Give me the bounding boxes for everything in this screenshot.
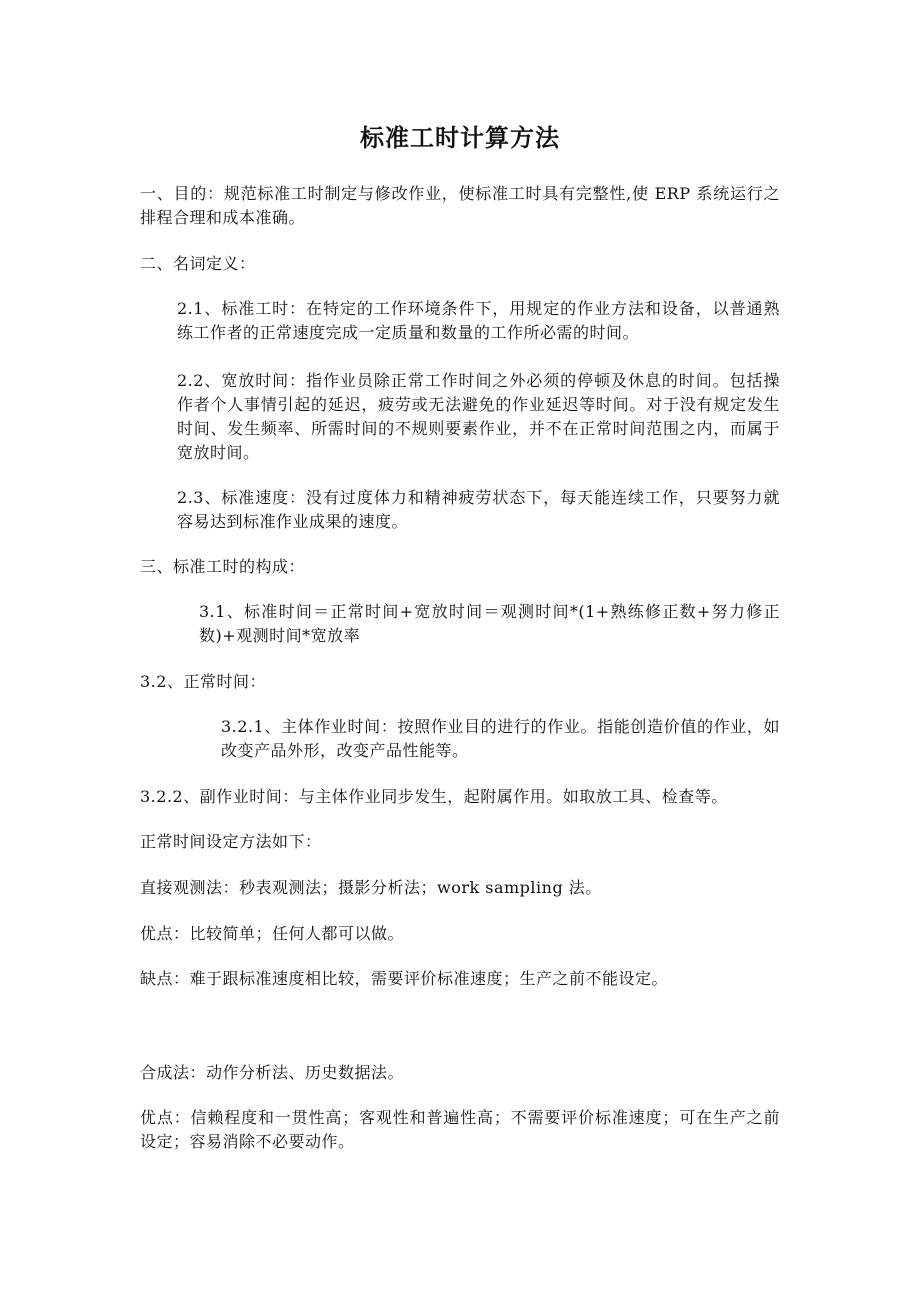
paragraph-direct-observation-advantages: 优点：比较简单；任何人都可以做。 [140, 924, 405, 943]
paragraph-normal-time-heading: 3.2、正常时间： [140, 672, 266, 691]
paragraph-synthesis-method: 合成法：动作分析法、历史数据法。 [140, 1063, 405, 1082]
paragraph-standard-speed-definition: 2.3、标准速度：没有过度体力和精神疲劳状态下，每天能连续工作，只要努力就容易达到标准作业成果的速度。 [177, 488, 780, 531]
paragraph-setting-methods: 正常时间设定方法如下： [140, 832, 322, 851]
paragraph-direct-observation-method: 直接观测法：秒表观测法；摄影分析法；work sampling 法。 [140, 878, 602, 897]
paragraph-composition-heading: 三、标准工时的构成： [140, 557, 306, 576]
paragraph-direct-observation-disadvantages: 缺点：难于跟标准速度相比较，需要评价标准速度；生产之前不能设定。 [140, 969, 669, 988]
document-title: 标准工时计算方法 [360, 123, 560, 152]
paragraph-main-operation-time: 3.2.1、主体作业时间：按照作业目的进行的作业。指能创造价值的作业，如改变产品外形，改变产品性能等。 [221, 717, 780, 760]
paragraph-standard-time-formula: 3.1、标准时间＝正常时间+宽放时间＝观测时间*(1+熟练修正数+努力修正数)+观测时间*宽放率 [199, 602, 780, 645]
paragraph-secondary-operation-time: 3.2.2、副作业时间：与主体作业同步发生，起附属作用。如取放工具、检查等。 [140, 787, 728, 806]
paragraph-purpose: 一、目的：规范标准工时制定与修改作业，使标准工时具有完整性,使 ERP 系统运行之排程合理和成本准确。 [140, 184, 780, 227]
paragraph-definitions-heading: 二、名词定义： [140, 254, 256, 273]
paragraph-allowance-time-definition: 2.2、宽放时间：指作业员除正常工作时间之外必须的停顿及休息的时间。包括操作者个人事情引起的延迟，疲劳或无法避免的作业延迟等时间。对于没有规定发生时间、发生频率、所需时间的不规则要素作业，并不在正常时间范围之内，而属于宽放时间。 [177, 371, 780, 462]
paragraph-standard-time-definition: 2.1、标准工时：在特定的工作环境条件下，用规定的作业方法和设备，以普通熟练工作者的正常速度完成一定质量和数量的工作所必需的时间。 [177, 299, 780, 342]
paragraph-synthesis-advantages: 优点：信赖程度和一贯性高；客观性和普遍性高；不需要评价标准速度；可在生产之前设定；容易消除不必要动作。 [140, 1108, 780, 1151]
